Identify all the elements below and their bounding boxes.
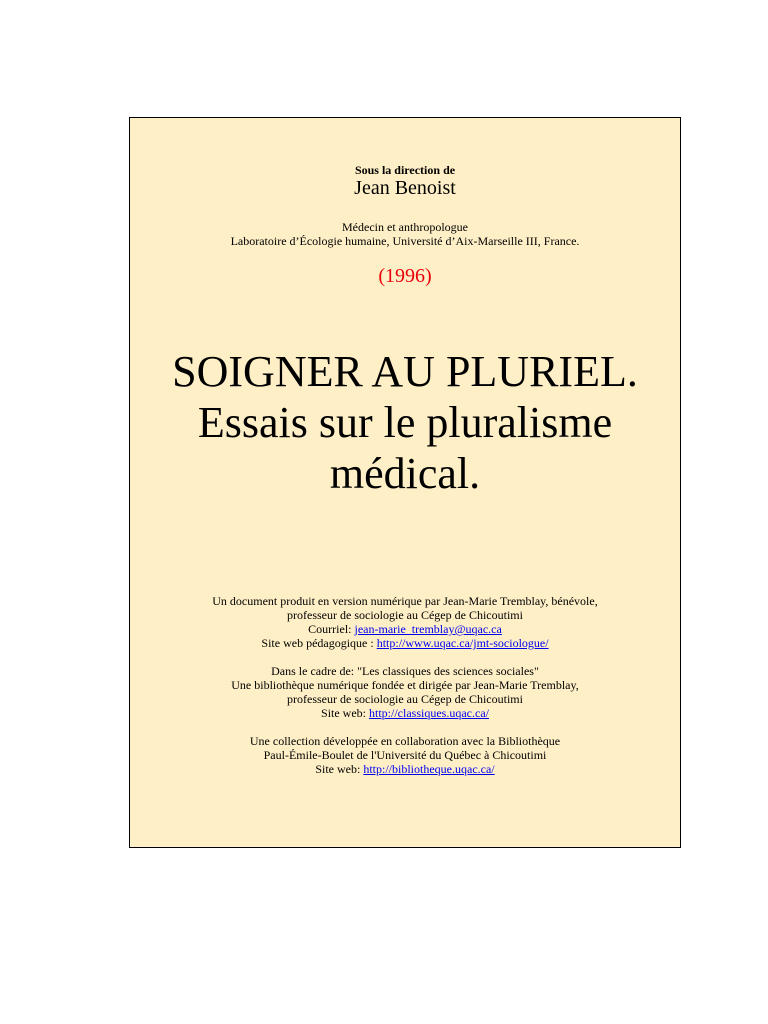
credits-line: Une bibliothèque numérique fondée et dirigée par Jean-Marie Tremblay, bbox=[231, 678, 579, 692]
email-row bbox=[130, 622, 680, 636]
site-label: Site web: bbox=[321, 706, 370, 720]
site-label: Site web pédagogique : bbox=[261, 636, 377, 650]
site-row bbox=[130, 636, 680, 650]
author-role: Médecin et anthropologue bbox=[342, 220, 468, 234]
credits-line: professeur de sociologie au Cégep de Chicoutimi bbox=[287, 692, 523, 706]
email-link[interactable]: jean-marie_tremblay@uqac.ca bbox=[354, 622, 502, 636]
title-line-3: médical. bbox=[329, 449, 481, 498]
credits-digitization bbox=[130, 594, 680, 650]
author-lab: Laboratoire d’Écologie humaine, Université d’Aix-Marseille III, France. bbox=[230, 234, 580, 248]
credits-line: Une collection développée en collaboration avec la Bibliothèque bbox=[249, 734, 561, 748]
book-title bbox=[130, 346, 680, 499]
credits-block bbox=[130, 594, 680, 790]
credits-line: professeur de sociologie au Cégep de Chicoutimi bbox=[287, 608, 523, 622]
title-line-2: Essais sur le pluralisme bbox=[197, 398, 613, 447]
library-site-link[interactable]: http://bibliotheque.uqac.ca/ bbox=[363, 762, 495, 776]
credits-collection bbox=[130, 664, 680, 720]
site-label: Site web: bbox=[315, 762, 364, 776]
credits-library bbox=[130, 734, 680, 776]
author-affiliation bbox=[130, 220, 680, 248]
email-label: Courriel: bbox=[308, 622, 355, 636]
credits-line: Dans le cadre de: "Les classiques des sciences sociales" bbox=[271, 664, 539, 678]
direction-label: Sous la direction de bbox=[354, 163, 456, 177]
classiques-site-link[interactable]: http://classiques.uqac.ca/ bbox=[369, 706, 489, 720]
cover-page bbox=[129, 117, 681, 848]
title-line-1: SOIGNER AU PLURIEL. bbox=[172, 347, 638, 396]
credits-line: Un document produit en version numérique par Jean-Marie Tremblay, bénévole, bbox=[212, 594, 598, 608]
author-name: Jean Benoist bbox=[354, 177, 456, 199]
pedagogical-site-link[interactable]: http://www.uqac.ca/jmt-sociologue/ bbox=[376, 636, 549, 650]
credits-line: Paul-Émile-Boulet de l'Université du Québec à Chicoutimi bbox=[263, 748, 547, 762]
publication-year: (1996) bbox=[378, 265, 432, 287]
site-row bbox=[130, 706, 680, 720]
site-row bbox=[130, 762, 680, 776]
